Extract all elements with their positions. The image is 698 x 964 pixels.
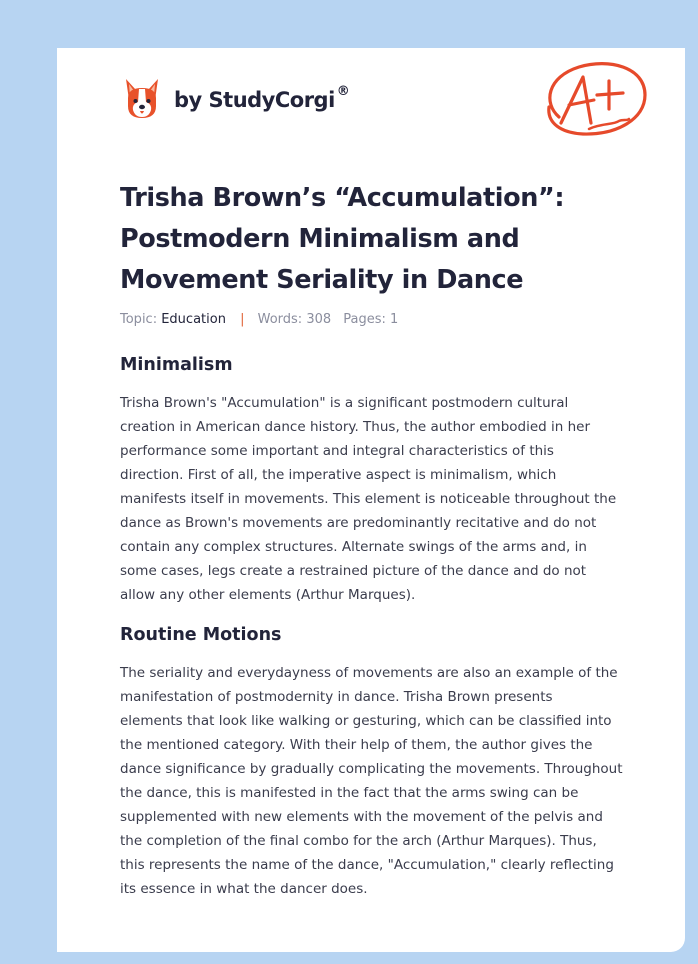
word-count: Words: 308 [257,312,332,327]
paragraph-line: supplemented with new elements with the movement of the pelvis and [120,809,603,825]
brand-name [174,84,350,112]
paragraph-line: performance some important and integral characteristics of this [120,443,554,459]
paragraph-line: dance as Brown's movements are predominantly recitative and do not [120,515,597,531]
meta-separator: | [240,312,245,327]
registered-mark: ® [336,84,350,99]
document-meta [120,312,398,327]
paragraph-line: creation in American dance history. Thus, the author embodied in her [120,419,591,435]
paragraph-line: manifests itself in movements. This element is noticeable throughout the [120,491,617,507]
paragraph-line: some cases, legs create a restrained picture of the dance and do not [120,563,587,579]
paragraph-line: direction. First of all, the imperative aspect is minimalism, which [120,467,557,483]
section-heading-minimalism: Minimalism [120,355,233,375]
document-page [57,48,685,952]
paragraph-line: The seriality and everydayness of movements are also an example of the [120,665,618,681]
grade-badge-icon [539,59,649,139]
page-count: Pages: 1 [343,312,399,327]
paragraph-line: Trisha Brown's "Accumulation" is a significant postmodern cultural [120,395,569,411]
paragraph-line: its essence in what the dancer does. [120,881,368,897]
paragraph-line: elements that look like walking or gesturing, which can be classified into [120,713,612,729]
paragraph-line: dance significance by gradually complicating the movements. Throughout [120,761,623,777]
paragraph-line: the dance, this is manifested in the fact that the arms swing can be [120,785,579,801]
title-line: Postmodern Minimalism and [120,224,520,254]
corgi-icon [123,76,161,122]
paragraph-line: allow any other elements (Arthur Marques). [120,587,416,603]
topic-link[interactable]: Education [161,312,226,327]
paragraph-line: this represents the name of the dance, "Accumulation," clearly reflecting [120,857,614,873]
paragraph-line: the completion of the final combo for the arch (Arthur Marques). Thus, [120,833,597,849]
document-title [120,178,640,301]
topic-label: Topic: [120,312,158,327]
paragraph-line: the mentioned category. With their help of them, the author gives the [120,737,593,753]
paragraph-line: manifestation of postmodernity in dance. Trisha Brown presents [120,689,553,705]
section-paragraph-routine-motions [120,661,635,901]
title-line: Trisha Brown’s “Accumulation”: [120,183,565,213]
section-paragraph-minimalism [120,391,635,607]
paragraph-line: contain any complex structures. Alternate swings of the arms and, in [120,539,587,555]
studycorgi-logo[interactable] [123,76,349,122]
brand-name-text: by StudyCorgi [174,88,335,112]
title-line: Movement Seriality in Dance [120,265,524,295]
section-heading-routine-motions: Routine Motions [120,625,282,645]
